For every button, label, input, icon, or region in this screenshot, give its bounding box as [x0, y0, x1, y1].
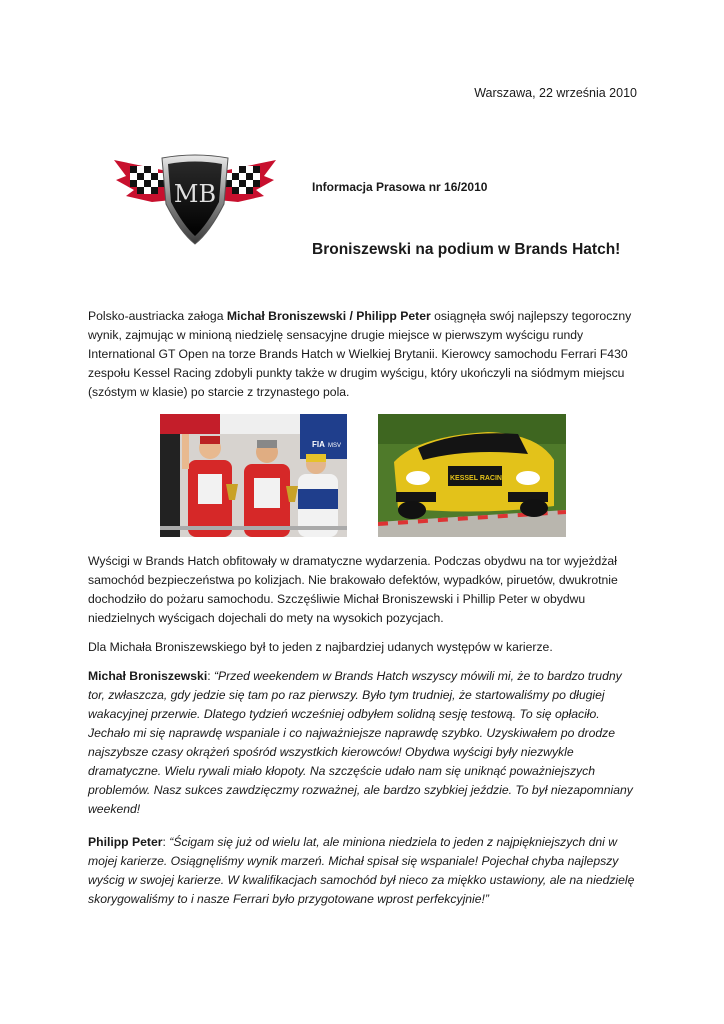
press-release-number: Informacja Prasowa nr 16/2010 [312, 180, 488, 194]
quote-text: “Przed weekendem w Brands Hatch wszyscy mówili mi, że to bardzo trudny tor, zwłaszcza, gdy jedzie się tam po raz pierwszy. Było tym trudniej, że startowaliśmy po długiej wakacyjnej przerwie. Dlatego tydzień wcześniej odbyłem solidną sesję testową. To się opłaciło. Jechało mi się naprawdę wspaniale i co najważniejsze naprawdę szybko. Uzyskiwałem po drodze najszybsze czasy okrążeń spośród wszystkich kierowców! Obydwa wyścigi były niezwykle dramatyczne. Wielu rywali miało kłopoty. Na szczęście udało nam się uniknąć poważniejszych problemów. Nasz sukces zawdzięczmy rozważnej, ale bardzo szybkiej jeździe. To był niezapomniany weekend! [88, 669, 633, 816]
headline: Broniszewski na podium w Brands Hatch! [312, 241, 621, 258]
car-sponsor-text: KESSEL RACING [450, 475, 508, 482]
document-date: Warszawa, 22 września 2010 [474, 86, 637, 100]
driver-names: Michał Broniszewski / Philipp Peter [226, 309, 431, 323]
mb-logo [112, 152, 278, 248]
podium-photo [160, 414, 347, 537]
quote-speaker: Philipp Peter [88, 835, 163, 849]
race-summary-paragraph: Wyścigi w Brands Hatch obfitowały w dramatyczne wydarzenia. Podczas obydwu na tor wyjeżdżał samochód bezpieczeństwa po kolizjach. Nie brakowało defektów, wypadków, piruetów, dwukrotnie dochodziło do pożaru samochodu. Szczęśliwie Michał Broniszewski i Phillip Peter w obydwu niedzielnych wyścigach dojechali do mety na wysokich pozycjach. [88, 554, 618, 625]
intro-paragraph: Polsko-austriacka załoga Michał Broniszewski / Philipp Peter osiągnęła swój najlepszy tegoroczny wynik, zajmując w minioną niedzielę sensacyjne drugie miejsce w pierwszym wyścigu rundy International GT Open na torze Brands Hatch w Wielkiej Brytanii. Kierowcy samochodu Ferrari F430 zespołu Kessel Racing zdobyli punkty także w drugim wyścigu, który ukończyli na siódmym miejscu (szóstym w klasie) po starcie z trzynastego pola. [88, 309, 632, 399]
podium-banner-text: FIA [312, 440, 325, 449]
career-paragraph: Dla Michała Broniszewskiego był to jeden z najbardziej udanych występów w karierze. [88, 640, 553, 654]
quote-broniszewski: Michał Broniszewski: “Przed weekendem w Brands Hatch wszyscy mówili mi, że to bardzo trudny tor, zwłaszcza, gdy jedzie się tam po raz pierwszy. Było tym trudniej, że startowaliśmy po długiej wakacyjnej przerwie. Dlatego tydzień wcześniej odbyłem solidną sesję testową. To się opłaciło. Jechało mi się naprawdę wspaniale i co najważniejsze naprawdę szybko. Uzyskiwałem po drodze najszybsze czasy okrążeń spośród wszystkich kierowców! Obydwa wyścigi były niezwykle dramatyczne. Wielu rywali miało kłopoty. Na szczęście udało nam się uniknąć poważniejszych problemów. Nasz sukces zawdzięczmy rozważnej, ale bardzo szybkiej jeździe. To był niezapomniany weekend! [88, 669, 633, 816]
quote-peter: Philipp Peter: “Ścigam się już od wielu lat, ale miniona niedziela to jeden z najpiękniejszych dni w mojej karierze. Osiągnęliśmy wynik marzeń. Michał spisał się wspaniale! Pojechał chyba najlepszy wyścig w swojej karierze. W kwalifikacjach samochód był nieco za miękko ustawiony, ale na niedzielę skorygowaliśmy to i nasze Ferrari było przygotowane wprost perfekcyjnie!” [88, 835, 635, 906]
podium-sponsor-text: MSV [328, 443, 342, 449]
quote-text: “Ścigam się już od wielu lat, ale miniona niedziela to jeden z najpiękniejszych dni w mojej karierze. Osiągnęliśmy wynik marzeń. Michał spisał się wspaniale! Pojechał chyba najlepszy wyścig w swojej karierze. W kwalifikacjach samochód był nieco za miękko ustawiony, ale na niedzielę skorygowaliśmy to i nasze Ferrari było przygotowane wprost perfekcyjnie!” [88, 835, 635, 906]
race-car-photo [378, 414, 566, 537]
logo-text: MB [173, 180, 217, 208]
quote-speaker: Michał Broniszewski [88, 669, 208, 683]
